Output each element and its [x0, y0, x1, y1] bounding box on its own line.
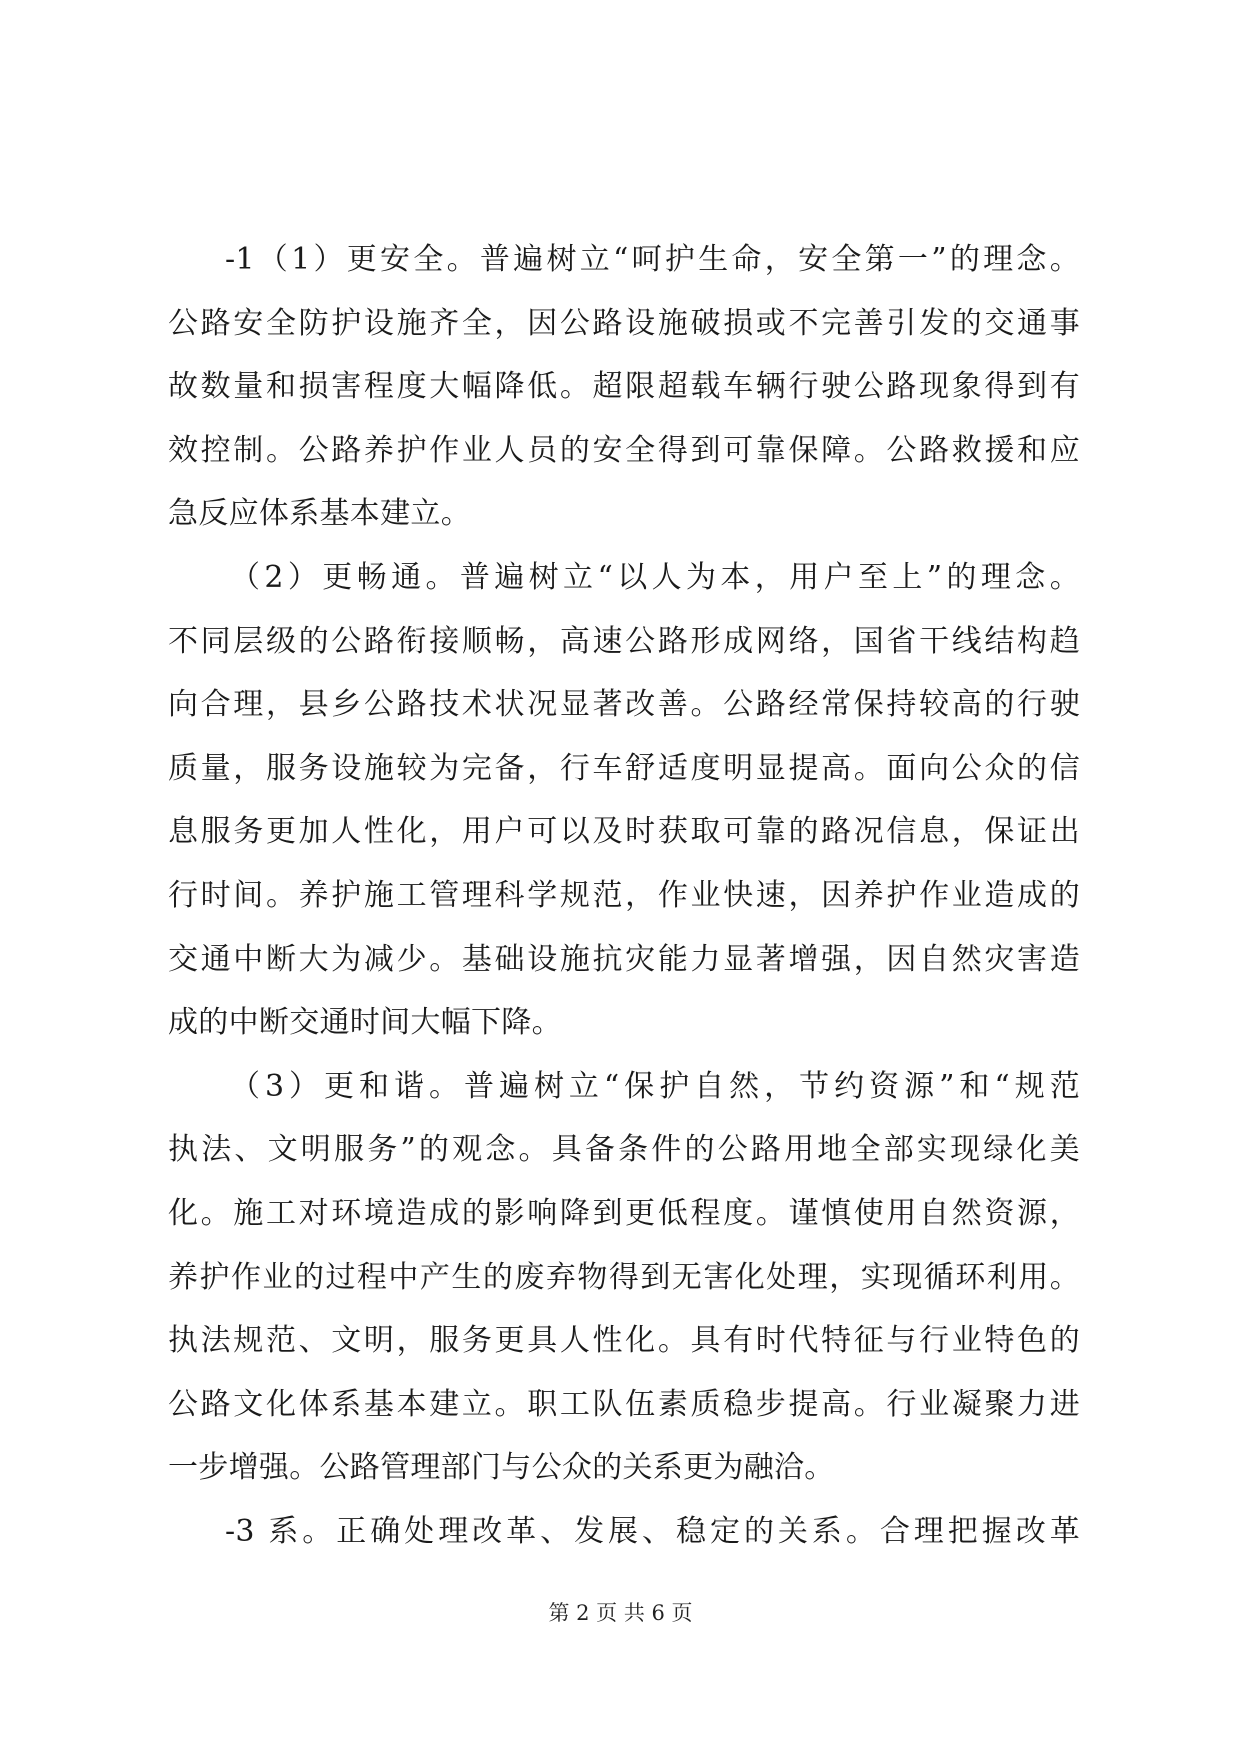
- text-line: 向合理，县乡公路技术状况显著改善。公路经常保持较高的行驶: [168, 687, 1080, 723]
- text-line: 执法规范、文明，服务更具人性化。具有时代特征与行业特色的: [168, 1323, 1080, 1359]
- text-line: -1（1）更安全。普遍树立“呵护生命，安全第一”的理念。: [225, 242, 1080, 277]
- text-line: （2）更畅通。普遍树立“以人为本，用户至上”的理念。: [230, 559, 1080, 595]
- page-number-label: 第 2 页 共 6 页: [548, 1601, 693, 1625]
- document-body: [168, 228, 1080, 1563]
- text-line: 执法、文明服务”的观念。具备条件的公路用地全部实现绿化美: [168, 1132, 1080, 1168]
- page-footer: [0, 1597, 1241, 1627]
- text-line: 质量，服务设施较为完备，行车舒适度明显提高。面向公众的信: [168, 750, 1080, 786]
- text-line: 公路安全防护设施齐全，因公路设施破损或不完善引发的交通事: [168, 305, 1080, 341]
- text-line: 行时间。养护施工管理科学规范，作业快速，因养护作业造成的: [168, 877, 1080, 913]
- text-line: 故数量和损害程度大幅降低。超限超载车辆行驶公路现象得到有: [168, 369, 1080, 405]
- text-line: -3 系。正确处理改革、发展、稳定的关系。合理把握改革: [225, 1513, 1080, 1549]
- text-line: 交通中断大为减少。基础设施抗灾能力显著增强，因自然灾害造: [168, 941, 1080, 977]
- text-line: 一步增强。公路管理部门与公众的关系更为融洽。: [168, 1450, 835, 1486]
- text-line: 成的中断交通时间大幅下降。: [168, 1005, 562, 1041]
- text-line: 养护作业的过程中产生的废弃物得到无害化处理，实现循环利用。: [168, 1259, 1080, 1295]
- text-line: 不同层级的公路衔接顺畅，高速公路形成网络，国省干线结构趋: [168, 623, 1080, 659]
- text-line: （3）更和谐。普遍树立“保护自然，节约资源”和“规范: [230, 1068, 1080, 1104]
- text-line: 公路文化体系基本建立。职工队伍素质稳步提高。行业凝聚力进: [168, 1386, 1080, 1422]
- text-line: 效控制。公路养护作业人员的安全得到可靠保障。公路救援和应: [168, 432, 1080, 468]
- text-line: 急反应体系基本建立。: [168, 496, 471, 532]
- text-line: 息服务更加人性化，用户可以及时获取可靠的路况信息，保证出: [168, 814, 1080, 850]
- text-line: 化。施工对环境造成的影响降到更低程度。谨慎使用自然资源，: [168, 1195, 1080, 1231]
